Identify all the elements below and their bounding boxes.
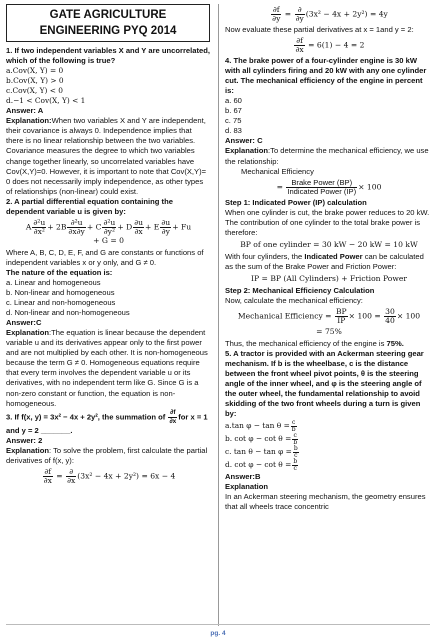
q3-answer: Answer: 2 bbox=[6, 435, 43, 445]
q4-thus: Thus, the mechanical efficiency of the engine is 75%. bbox=[225, 339, 404, 349]
q5-answer: Answer:B bbox=[225, 471, 261, 481]
q1-explanation-text: When two variables X and Y are independent, their covariance is always 0. Independence implies that there is no linear relationship between the two variables. Covariance measures the degree to which two variables change together linearly, so uncorrelated variables have Cov(X,Y)=0. However, it is important to note that Cov(X,Y)= 0 does not necessarily imply independence, as other types of relationships (non-linear) could exist. bbox=[6, 116, 207, 196]
q2-where: Where A, B, C, D, E, F, and G are constants or functions of independent variables x or y only, and G ≠ 0. bbox=[6, 247, 204, 267]
q1-option-c: c.Cov(X, Y) < 0 bbox=[6, 86, 63, 96]
header-line-2: ENGINEERING PYQ 2014 bbox=[39, 25, 177, 37]
q3-explanation bbox=[6, 446, 211, 466]
q2-answer: Answer:C bbox=[6, 318, 42, 328]
q4-me-calculation: Mechanical Efficiency = $\frac{BP}{IP}$ × 100 = $\frac{30}{40}$ × 100 bbox=[237, 307, 421, 326]
q1-question: 1. If two independent variables X and Y are uncorrelated, which of the following is true? bbox=[6, 46, 210, 66]
q3-evaluate: Now evaluate these partial derivatives at x = 1and y = 2: bbox=[225, 25, 414, 34]
q4-step1-text: When one cylinder is cut, the brake power reduces to 20 kW. The contribution of one cylinder to the total brake power is therefore: bbox=[225, 207, 430, 237]
q1-explanation bbox=[6, 116, 211, 196]
q4-option-a: a. 60 bbox=[225, 96, 242, 106]
q4-ip-equation: IP = BP (All Cylinders) + Friction Power bbox=[251, 273, 407, 283]
q3-explanation-text: : To solve the problem, first calculate the partial derivatives of f(x, y): bbox=[6, 445, 208, 465]
page-number: pg. 4 bbox=[210, 630, 226, 637]
column-divider bbox=[218, 4, 219, 626]
q3-eval-x-equation: $\frac{\partial f}{\partial x}$ = 6(1) − 4 = 2 bbox=[295, 36, 365, 55]
q2-nature: The nature of the equation is: bbox=[6, 267, 113, 277]
q3-question: 3. If f(x, y) = 3x² − 4x + 2y², the summation of $\frac{\partial f}{\partial x}$ for x = 1 and y = 2 _______. bbox=[6, 408, 208, 435]
q4-step2-title: Step 2: Mechanical Efficiency Calculation bbox=[225, 285, 375, 295]
q2-option-b: b. Non-linear and homogeneous bbox=[6, 288, 115, 298]
q3-deriv-y-equation: $\frac{\partial f}{\partial y}$ = $\frac{\partial}{\partial y}$ (3x² − 4x + 2y²) = 4y bbox=[272, 5, 388, 23]
right-column bbox=[225, 4, 433, 512]
q2-option-a: a. Linear and homogeneous bbox=[6, 277, 101, 287]
q4-option-d: d. 83 bbox=[225, 126, 242, 136]
q3-deriv-x-equation: $\frac{\partial f}{\partial x}$ = $\frac{\partial}{\partial x}$ (3x² − 4x + 2y²) = 6x − 4 bbox=[43, 466, 176, 485]
q3-question-a: 3. If f(x, y) = 3x² − 4x + 2y², the summation of bbox=[6, 412, 166, 422]
header-line-1: GATE AGRICULTURE bbox=[49, 9, 167, 21]
q4-explanation-label: Explanation bbox=[225, 146, 269, 156]
left-column bbox=[6, 46, 211, 487]
q1-option-d: d.−1 < Cov(X, Y) < 1 bbox=[6, 96, 86, 106]
q2-pde-equation: A $\frac{\text{∂²u}}{\text{∂x²}}$ + 2B $\frac{\text{∂²u}}{\partial x\partial y}$ + C $\frac{\text{∂²u}}{\text{∂y²}}$ + D $\frac{\partial u}{\partial x}$ + E $\frac{\partial u}{\partial y}$ + Fu + G = 0 bbox=[25, 217, 192, 245]
q4-option-b: b. 67 bbox=[225, 106, 242, 116]
q2-explanation bbox=[6, 328, 211, 408]
q1-explanation-label: Explanation: bbox=[6, 116, 52, 126]
q3-explanation-label: Explanation bbox=[6, 445, 50, 455]
q1-option-a: a.Cov(X, Y) = 0 bbox=[6, 66, 64, 76]
q4-explanation-text: :To determine the mechanical efficiency, we use the relationship: bbox=[225, 146, 429, 166]
q2-option-c: c. Linear and non-homogeneous bbox=[6, 298, 116, 308]
q1-answer: Answer: A bbox=[6, 106, 44, 116]
q4-explanation bbox=[225, 146, 433, 166]
q4-result: = 75% bbox=[316, 327, 342, 337]
q2-explanation-label: Explanation bbox=[6, 328, 50, 338]
q4-answer: Answer: C bbox=[225, 136, 263, 146]
q5-question: 5. A tractor is provided with an Ackerman steering gear mechanism. If b is the wheelbase, c is the distance between the front wheel pivot points, θ is the steering angle of the inner wheel, and φ is the steering angle of the outer wheel, the fundamental relationship to avoid skidding of the two front wheels during a turn is given by: bbox=[225, 349, 424, 419]
q5-explanation-label: Explanation bbox=[225, 481, 269, 491]
q1-option-b: b.Cov(X, Y) > 0 bbox=[6, 76, 64, 86]
q4-step1-text2: With four cylinders, the Indicated Power can be calculated as the sum of the Brake Power and Friction Power: bbox=[225, 251, 424, 271]
q4-option-c: c. 75 bbox=[225, 116, 242, 126]
q5-option-d: d. cot φ − cot θ = $\frac{b}{c}$ bbox=[225, 457, 298, 472]
q5-option-b: b. cot φ − cot θ = $\frac{c}{b}$ bbox=[225, 431, 298, 446]
q4-step2-text: Now, calculate the mechanical efficiency: bbox=[225, 296, 363, 306]
q4-step1-title: Step 1: Indicated Power (IP) calculation bbox=[225, 197, 367, 207]
q5-explanation-text: In an Ackerman steering mechanism, the geometry ensures that all wheels trace concentric bbox=[225, 491, 426, 511]
q2-question: 2. A partial differential equation containing the dependent variable u is given by: bbox=[6, 196, 173, 216]
q4-me-formula: = $\frac{\text{Brake Power (BP)}}{\text{Indicated Power (IP)}}$ × 100 bbox=[276, 177, 382, 196]
q3-question-b: for x = 1 and y = 2 _______. bbox=[6, 412, 208, 435]
page-header bbox=[6, 4, 210, 42]
footer-rule bbox=[6, 624, 430, 625]
q4-question: 4. The brake power of a four-cylinder engine is 30 kW with all cylinders firing and 20 kW with any one cylinder cut. The mechanical efficiency of the engine in percent is: bbox=[225, 56, 427, 96]
q2-option-d: d. Non-linear and non-homogeneous bbox=[6, 308, 130, 318]
q4-me-label: Mechanical Efficiency bbox=[241, 166, 314, 176]
q5-option-c: c. tan θ − tan φ = $\frac{b}{c}$ bbox=[225, 444, 298, 459]
q4-bp-one-cylinder: BP of one cylinder = 30 kW − 20 kW = 10 kW bbox=[240, 239, 418, 249]
q5-option-a: a.tan φ − tan θ = $\frac{c}{b}$ bbox=[225, 418, 296, 433]
q2-explanation-text: :The equation is linear because the dependent variable u and its derivatives appear only to the first power and are not multiplied by each other. It is non-homogeneous because the term G ≠ 0. Homogeneous equations require that every term involves the dependent variable u or its derivatives, with no independent term like G. Since G is a non-zero constant or function, the equation is non-homogeneous. bbox=[6, 328, 208, 408]
